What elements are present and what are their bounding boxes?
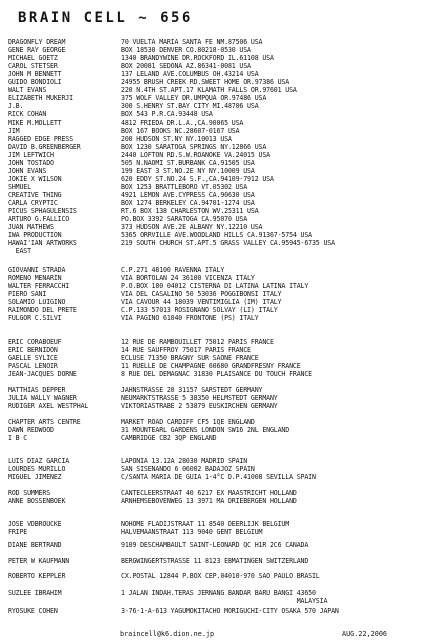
contact-name: JOHN TOSTADO [8,158,54,167]
contact-address: VIKTORIASTRABE 2 53879 EUSKIRCHEN GERMANY [121,402,278,411]
contact-address: 70 VUELTA MARIA SANTA FE NM.87506 USA [121,38,263,46]
contact-name: JULIA WALLY WAGNER [8,394,77,403]
contact-name: SUZLEE IBRAHIM [8,589,62,597]
contact-address: P.O.BOX 180 04012 CISTERNA DI LATINA LATINA ITALY [121,282,309,291]
list-item [0,223,428,231]
contact-name: ANNE BOSSENBOEK [8,497,66,506]
list-item [0,290,428,298]
list-item [0,402,428,410]
list-item [0,394,428,402]
contact-address: CANTECLEERSTRAAT 40 6217 EX MAASTRICHT HOLLAND [121,489,297,497]
contact-name: GUIDO BONDIOLI [8,78,62,87]
list-item [0,589,428,597]
contact-address: CAMBRIDGE CB2 3QP ENGLAND [121,434,217,443]
contact-address: 8 RUE DEL DEMAGNAC 31830 PLAISANCE DU TOUCH FRANCE [121,370,312,379]
contact-name: PIERO SANI [8,290,47,299]
list-item [0,597,428,605]
contact-address: BOX 1230 SARATOGA SPRINGS NY.12866 USA [121,142,267,151]
list-item [0,110,428,118]
contact-address: LAPONIA 13.12A 28030 MADRID SPAIN [121,457,248,465]
contact-address: C/SANTA MARIA DE GUIA 1-4°C D.P.41008 SEVILLA SPAIN [121,473,316,482]
list-item [0,457,428,465]
contact-address: C.P.133 57013 ROSIGNANO SOLVAY (LI) ITALY [121,306,278,315]
contact-address: RT.6 BOX 138 CHARLESTON WV.25311 USA [121,207,259,216]
list-item [0,119,428,127]
contact-address: 219 SOUTH CHURCH ST.APT.5 GRASS VALLEY CA.95945-6735 USA [121,239,335,248]
list-item [0,386,428,394]
contact-address: 620 EDDY ST.NO.24 S.F.,CA.94109-7912 USA [121,174,274,183]
contact-address: 4921 LEMON AVE.CYPRESS CA.90630 USA [121,190,255,199]
contact-name: CARLA CRYPTIC [8,199,58,207]
list-item [0,497,428,505]
list-item [0,127,428,135]
contact-name: PETER W KAUFMANN [8,557,70,565]
list-item [0,354,428,362]
list-item [0,557,428,565]
list-item [0,465,428,473]
contact-name: J.B. [8,102,24,111]
contact-name: CHAPTER ARTS CENTRE [8,418,81,426]
list-item [0,314,428,322]
contact-address: 14 RUE SAUFFROY 75017 PARIS FRANCE [121,346,251,355]
contact-name: JIM LEFTWICH [8,150,54,159]
contact-address: BOX 1274 BERKELEY CA.94701-1274 USA [121,199,255,207]
footer-email: braincell@k6.dion.ne.jp [120,630,215,638]
contact-name: JOKIE X WILSON [8,174,62,183]
contact-name: JOHN EVANS [8,166,47,175]
contact-address: 200 HUDSON ST.NY NY.10013 USA [121,134,232,143]
list-item [0,38,428,46]
contact-address: 505 N.NAOMI ST.BURBANK CA.91505 USA [121,158,255,167]
contact-address: BERGWINGERTSTRASSE 11 8123 EBMATINGEN SWITZERLAND [121,557,309,565]
list-item [0,175,428,183]
list-item [0,78,428,86]
contact-name: MIGUEL JIMENEZ [8,473,62,482]
list-item [0,239,428,247]
contact-address: 4812 FRIEDA DR.L.A.,CA.90065 USA [121,118,244,127]
contact-address: MARKET ROAD CARDIFF CF5 1QE ENGLAND [121,418,255,426]
contact-name: RICK COHAN [8,110,47,119]
contact-address: NEUMARKTSTRASSE 5 38350 HELMSTEDT GERMANY [121,394,278,403]
contact-name: EAST [8,247,31,256]
list-item [0,370,428,378]
contact-name: FRIPE [8,528,28,537]
contact-name: ERIC BERNIDON [8,346,58,355]
list-item [0,70,428,78]
list-item [0,62,428,70]
list-item [0,520,428,528]
contact-name: PICUS SPHAGULENSIS [8,207,77,216]
list-item [0,266,428,274]
contact-name: HAWAI'IAN ARTWORKS [8,239,77,248]
contact-address: 1340 BRANDYWINE DR.ROCKFORD IL.61108 USA [121,54,274,63]
contact-name: JOHN M BENNETT [8,70,62,79]
contact-name: CAROL STETSER [8,62,58,71]
list-item [0,306,428,314]
contact-name: CREATIVE THING [8,190,62,199]
contact-address: HALVEMAANSTRAAT 113 9040 GENT BELGIUM [121,528,263,537]
contact-name: JIM [8,126,20,135]
list-item [0,46,428,54]
list-item [0,426,428,434]
contact-address: VIA DEL CASALINO 50 53036 POGGIBONSI ITALY [121,290,282,299]
contact-address: SAN SISENANDO 6 06002 BADAJOZ SPAIN [121,465,255,474]
contact-address: BOX 18530 DENVER CO.80218-0530 USA [121,46,251,55]
contact-address: PO.BOX 3392 SARATOGA CA.95070 USA [121,215,248,224]
list-item [0,86,428,94]
contact-name: ROD SUMMERS [8,489,51,497]
contact-name: DAWN REDWOOD [8,426,54,435]
list-item [0,94,428,102]
list-item [0,183,428,191]
list-item [0,191,428,199]
list-item [0,473,428,481]
contact-name: RYOSUKE COHEN [8,607,58,615]
contact-address: 1 JALAN INDAH.TERAS JERNANG BANDAR BARU BANGI 43650 [121,589,316,597]
list-item [0,489,428,497]
list-item [0,143,428,151]
contact-name: JOSE VDBROUCKE [8,520,62,528]
contact-name: LUIS DIAZ GARCIA [8,457,70,465]
contact-address: JAHNSTRASSE 20 31157 SARSTEDT GERMANY [121,386,263,394]
contact-name: LOURDES MURILLO [8,465,66,474]
page-title: BRAIN CELL ~ 656 [18,10,193,26]
contact-name: DIANE BERTRAND [8,541,62,549]
contact-name: ROBERTO KEPPLER [8,572,66,580]
contact-address: 11 RUELLE DE CHAMPAGNE 60680 GRANDFRESNY FRANCE [121,362,301,371]
list-item [0,247,428,255]
contact-name: DAVID B.GREENBERGER [8,142,81,151]
list-item [0,418,428,426]
contact-address: ECLUSE 71350 BRAGNY SUR SAONE FRANCE [121,354,259,363]
contact-name: RAGGED EDGE PRESS [8,134,73,143]
contact-address: BOX 167 BOOKS NC.28607-0167 USA [121,126,240,135]
list-item [0,528,428,536]
list-item [0,159,428,167]
list-item [0,282,428,290]
contact-name: DRAGONFLY DREAM [8,38,66,46]
contact-name: MATTHIAS DEPPER [8,386,66,394]
list-item [0,151,428,159]
contact-address: 137 LELAND AVE.COLUMBUS OH.43214 USA [121,70,259,79]
contact-address: CX.POSTAL 12844 P.BOX CEP.04010-970 SAO PAULO BRASIL [121,572,320,580]
contact-address: BOX 1253 BRATTLEBORO VT.05302 USA [121,182,248,191]
contact-name: RAIMONDO DEL PRETE [8,306,77,315]
list-item [0,434,428,442]
contact-name: I B C [8,434,28,443]
contact-address: C.P.271 48100 RAVENNA ITALY [121,266,225,274]
contact-name: MICHAEL GOETZ [8,54,58,63]
list-item [0,135,428,143]
list-item [0,298,428,306]
list-item [0,102,428,110]
list-item [0,54,428,62]
list-item [0,167,428,175]
contact-address: BOX 543 P.R.CA.93448 USA [121,110,213,119]
contact-name: RUDIGER AXEL WESTPHAL [8,402,89,411]
contact-address: VIA CAVOUR 44 18039 VENTIMIGLIA (IM) ITALY [121,298,282,307]
list-item [0,207,428,215]
contact-name: PASCAL LENOIR [8,362,58,371]
contact-address: VIA PAGINO 61040 FRONTONE (PS) ITALY [121,314,259,323]
list-item [0,362,428,370]
list-item [0,541,428,549]
contact-address: 2440 LOFTON RD.S.W.ROANOKE VA.24015 USA [121,150,270,159]
contact-name: GENE RAY GEORGE [8,46,66,55]
contact-address: BOX 20081 SEDONA AZ.86341-0081 USA [121,62,251,71]
contact-name: FULGOR C.SILVI [8,314,62,323]
list-item [0,231,428,239]
contact-address: 9109 DESCHAMBAULT SAINT-LEONARD QC H1R 2C6 CANADA [121,541,309,549]
contact-name: SOLAMIO LUIGINO [8,298,66,307]
list-item [0,199,428,207]
contact-address: 220 N.4TH ST.APT.17 KLAMATH FALLS OR.97601 USA [121,86,297,95]
contact-address: 300 S.HENRY ST.BAY CITY MI.48706 USA [121,102,259,111]
contact-name: JUAN MATHEWS [8,223,54,232]
contact-name: ELIZABETH MUKERJI [8,94,73,103]
contact-address: NOHOME FLADIJSTRAAT 11 8540 DEERLIJK BELGIUM [121,520,290,528]
contact-name: ERIC CORABOEUF [8,338,62,346]
contact-name: GIOVANNI STRADA [8,266,66,274]
contact-address: 31 MOUNTEARL GARDENS LONDON SW16 2NL ENGLAND [121,426,290,435]
contact-address: 373 HUDSON AVE.2E ALBANY NY.12210 USA [121,223,263,232]
footer-date: AUG.22,2006 [342,630,388,638]
contact-name: JEAN-JACQUES DORNE [8,370,77,379]
contact-name: GAELLE SYLICE [8,354,58,363]
contact-address: VIA BORTOLAN 24 36100 VICENZA ITALY [121,274,255,283]
list-item [0,572,428,580]
list-item [0,607,428,615]
contact-address: 5365 ORRVILLE AVE.WOODLAND HILLS CA.91367-5754 USA [121,231,312,240]
contact-address: MALAYSIA [121,597,328,606]
contact-name: WALT EVANS [8,86,47,95]
contact-address: 24955 BRUSH CREEK RD.SWEET HOME OR.97386 USA [121,78,290,87]
contact-name: WALTER FERRACCHI [8,282,70,291]
contact-address: 375 WOLF VALLEY DR.UMPQUA OR.97486 USA [121,94,267,103]
contact-name: ARTURO G.FALLICO [8,215,70,224]
contact-name: IWA PRODUCTION [8,231,62,240]
contact-address: 12 RUE DE RAMBOUILLET 75012 PARIS FRANCE [121,338,274,346]
list-item [0,346,428,354]
contact-address: 199 EAST 3 ST.NO.2E NY NY.10009 USA [121,166,255,175]
contact-name: MIKE M.MOLLETT [8,118,62,127]
contact-address: ARNHEMSEBOVENWEG 13 3971 MA DRIEBERGEN HOLLAND [121,497,297,506]
list-item [0,215,428,223]
contact-name: ROMENO MENARIN [8,274,62,283]
list-item [0,338,428,346]
contact-address: 3-76-1-A-613 YAGUMOKITACHO MORIGUCHI-CITY OSAKA 570 JAPAN [121,607,339,615]
list-item [0,274,428,282]
contact-name: SHMUEL [8,182,31,191]
